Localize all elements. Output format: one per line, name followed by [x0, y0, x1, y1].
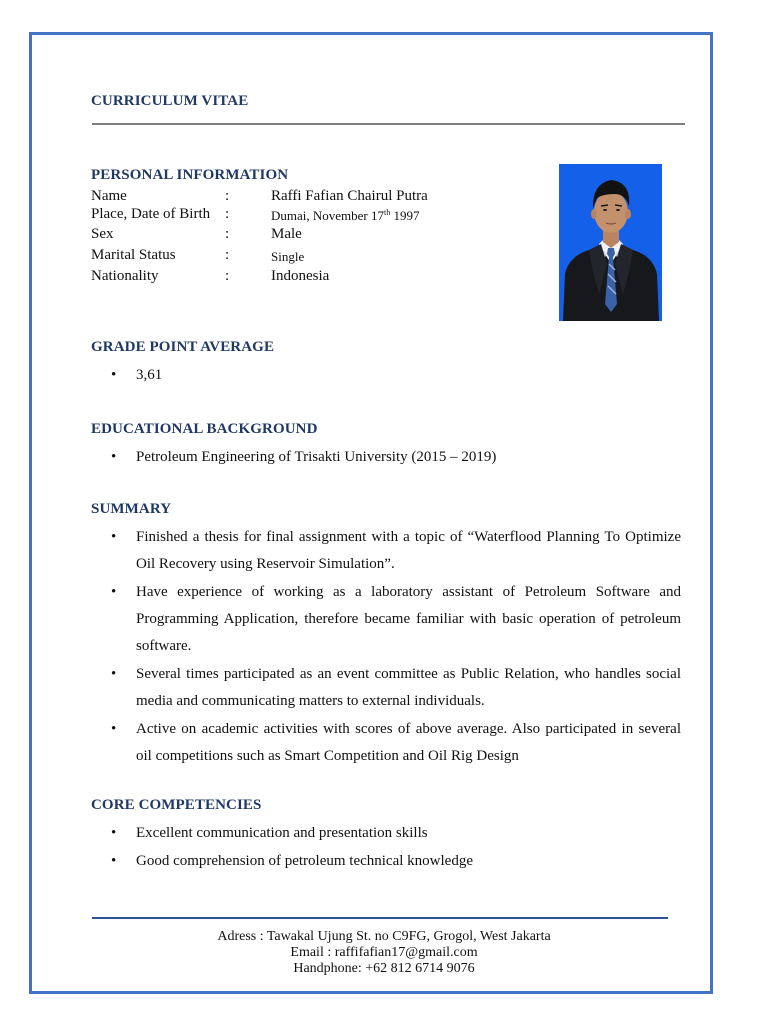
- info-label: Name: [91, 188, 127, 204]
- profile-photo: [559, 164, 662, 321]
- core-competencies-list: [91, 820, 681, 876]
- birth-date-ordinal: th: [384, 208, 391, 217]
- footer-email: Email : raffifafian17@gmail.com: [290, 945, 478, 960]
- document-title: CURRICULUM VITAE: [91, 93, 249, 109]
- list-item: • Several times participated as an event committee as Public Relation, who handles social media and communicating matters to external individuals.: [91, 661, 681, 715]
- footer-address: Adress : Tawakal Ujung St. no C9FG, Grogol, West Jakarta: [217, 929, 551, 944]
- info-value: Male: [271, 226, 302, 242]
- birth-date-year: 1997: [390, 208, 420, 223]
- list-item: • Good comprehension of petroleum technical knowledge: [91, 848, 681, 875]
- info-colon: :: [225, 226, 230, 242]
- footer-phone: Handphone: +62 812 6714 9076: [293, 961, 475, 976]
- birth-date-main: Dumai, November 17: [271, 208, 385, 223]
- gpa-heading: GRADE POINT AVERAGE: [91, 339, 275, 355]
- list-item: • Have experience of working as a laboratory assistant of Petroleum Software and Programming Application, therefore became familiar with basic operation of petroleum software.: [91, 579, 681, 660]
- info-value: Raffi Fafian Chairul Putra: [271, 188, 428, 204]
- list-item: • 3,61: [91, 362, 681, 389]
- core-competencies-heading: CORE COMPETENCIES: [91, 797, 262, 813]
- title-divider: [92, 123, 685, 125]
- gpa-list: [91, 362, 681, 390]
- info-colon: :: [225, 188, 230, 204]
- footer-divider: [92, 917, 668, 919]
- info-label: Sex: [91, 226, 114, 242]
- education-list: [91, 444, 681, 472]
- list-item: • Petroleum Engineering of Trisakti University (2015 – 2019): [91, 444, 681, 471]
- list-item: • Active on academic activities with scores of above average. Also participated in several oil competitions such as Smart Competition and Oil Rig Design: [91, 716, 681, 770]
- summary-heading: SUMMARY: [91, 501, 172, 517]
- info-colon: :: [225, 268, 230, 284]
- summary-list: [91, 524, 681, 771]
- info-label: Marital Status: [91, 247, 176, 263]
- list-item: • Finished a thesis for final assignment with a topic of “Waterflood Planning To Optimize Oil Recovery using Reservoir Simulation”.: [91, 524, 681, 578]
- personal-information-heading: PERSONAL INFORMATION: [91, 167, 289, 183]
- education-heading: EDUCATIONAL BACKGROUND: [91, 421, 318, 437]
- info-value: Indonesia: [271, 268, 330, 284]
- info-colon: :: [225, 247, 230, 263]
- info-label: Place, Date of Birth: [91, 206, 211, 222]
- info-value: Single: [271, 249, 305, 264]
- info-value: [271, 208, 420, 224]
- info-label: Nationality: [91, 268, 159, 284]
- list-item: • Excellent communication and presentation skills: [91, 820, 681, 847]
- info-colon: :: [225, 206, 230, 222]
